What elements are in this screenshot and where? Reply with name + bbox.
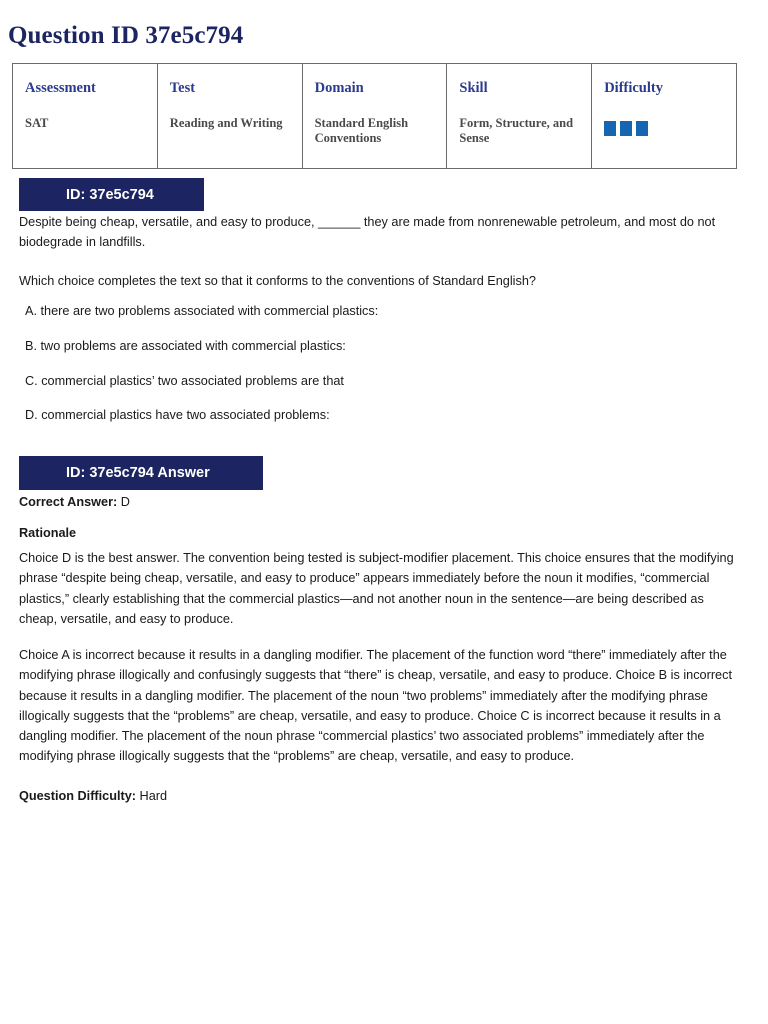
- meta-header-difficulty: Difficulty: [604, 80, 663, 96]
- rationale-paragraph: Choice A is incorrect because it results in a dangling modifier. The placement of the function word “there” immediately after the modifying phrase illogically and confusingly suggests that “there” is cheap, versatile, and easy to produce. Choice B is incorrect because it results in a dangling modifier. The placement of the noun “two problems” immediately after the modifying phrase illogically suggests that the “problems” are cheap, versatile, and easy to produce. Choice C is incorrect because it results in a dangling modifier. The placement of the noun phrase “commercial plastics’ two associated problems” immediately after the modifying phrase illogically suggests that the “problems” are cheap, versatile, and easy to produce.: [19, 648, 732, 764]
- meta-header-test: Test: [169, 80, 196, 96]
- rationale-paragraph: Choice D is the best answer. The convention being tested is subject-modifier placement. This choice ensures that the modifying phrase “despite being cheap, versatile, and easy to produce” appears immediately before the noun it modifies, “commercial plastics,” clearly establishing that the commercial plastics—and not another noun in the sentence—are being described as cheap, versatile, and easy to produce.: [19, 551, 734, 626]
- meta-header-assessment: Assessment: [25, 80, 96, 96]
- correct-answer-label: Correct Answer:: [19, 495, 118, 509]
- difficulty-indicator: [604, 121, 724, 136]
- answer-choice-c: C. commercial plastics’ two associated problems are that: [25, 374, 344, 388]
- question-meta-table: [12, 63, 737, 169]
- answer-choice-d: D. commercial plastics have two associated problems:: [25, 408, 330, 422]
- meta-value-domain: Standard English Conventions: [314, 116, 409, 145]
- meta-value-assessment: SAT: [25, 116, 49, 130]
- correct-answer-line: [19, 492, 745, 512]
- meta-cell-domain: [302, 64, 447, 169]
- question-prompt: Which choice completes the text so that it conforms to the conventions of Standard English?: [19, 274, 536, 288]
- meta-cell-difficulty: [592, 64, 737, 169]
- meta-header-domain: Domain: [314, 80, 364, 96]
- correct-answer-value: D: [120, 495, 130, 509]
- meta-cell-assessment: [13, 64, 158, 169]
- difficulty-bar: [604, 121, 616, 136]
- difficulty-bar: [620, 121, 632, 136]
- question-difficulty-label: Question Difficulty:: [19, 789, 137, 803]
- meta-cell-test: [157, 64, 302, 169]
- answer-choice-b: B. two problems are associated with commercial plastics:: [25, 339, 346, 353]
- answer-choice-a: A. there are two problems associated with commercial plastics:: [25, 304, 379, 318]
- rationale-heading: Rationale: [19, 526, 77, 540]
- answer-id-banner: ID: 37e5c794 Answer: [19, 456, 263, 490]
- difficulty-bar: [636, 121, 648, 136]
- question-passage: Despite being cheap, versatile, and easy to produce, ______ they are made from nonrenewable petroleum, and most do not biodegrade in landfills.: [19, 215, 716, 250]
- question-difficulty-value: Hard: [139, 789, 168, 803]
- meta-value-test: Reading and Writing: [169, 116, 283, 130]
- page-title: Question ID 37e5c794: [8, 22, 244, 49]
- meta-header-skill: Skill: [459, 80, 488, 96]
- meta-cell-skill: [447, 64, 592, 169]
- question-id-banner: ID: 37e5c794: [19, 178, 204, 211]
- meta-value-skill: Form, Structure, and Sense: [459, 116, 574, 145]
- question-difficulty-line: [19, 786, 745, 806]
